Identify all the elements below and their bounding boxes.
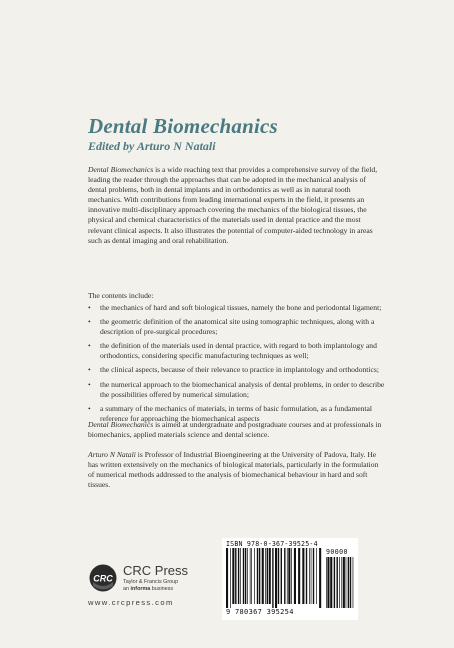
barcode-bar — [302, 548, 304, 604]
barcode-bar — [341, 557, 342, 608]
audience-paragraph — [88, 420, 386, 440]
barcode-bar — [269, 548, 271, 604]
contents-item — [88, 341, 388, 361]
barcode-bar — [288, 548, 290, 604]
audience-lead: Dental Biomechanics — [88, 420, 154, 429]
contents-item — [88, 380, 388, 400]
author-bio-paragraph — [88, 450, 386, 490]
barcode-bar — [265, 548, 266, 604]
barcode-bar — [243, 548, 244, 604]
barcode-bar — [309, 548, 310, 604]
barcode-bars-main — [226, 548, 322, 608]
barcode-bar — [327, 557, 329, 608]
barcode-addon-number: 90000 — [326, 548, 348, 556]
barcode-bars-addon — [326, 557, 354, 608]
publisher-group: Taylor & Francis Group — [123, 579, 179, 585]
contents-item — [88, 317, 388, 337]
contents-item — [88, 303, 388, 313]
barcode-bar — [313, 548, 314, 604]
book-editor: Edited by Arturo N Natali — [88, 139, 216, 153]
barcode-bar — [284, 548, 285, 604]
barcode-bar — [346, 557, 347, 608]
contents-item-text: the definition of the materials used in dental practice, with regard to both implantology and orthodontics, considering specific manufacturing techniques as well; — [100, 341, 377, 361]
barcode-bar — [259, 548, 260, 604]
barcode-bar — [247, 548, 248, 604]
author-bio-text: is Professor of Industrial Bioengineering at the University of Padova, Italy. He has written extensively on the mechanics of biological materials, particularly in the formulation of numerical methods addressed to the analysis of biomechanical behaviour in hard and soft tissues. — [88, 450, 379, 490]
barcode-bar — [245, 548, 246, 604]
barcode-bar — [298, 548, 300, 604]
barcode-bar — [262, 548, 264, 604]
description-paragraph — [88, 165, 386, 246]
description-text: is a wide reaching text that provides a comprehensive survey of the field, leading the reader through the approaches that can be adopted in the mechanical analysis of dental problems, both in dental implants and in orthodontics as well as in natural tooth mechanics. With contributions from leading international experts in the field, it presents an innovative multi-disciplinary approach covering the mechanics of the biological tissues, the physical and chemical characteristics of the materials used in dental practice and the most relevant clinical aspects. It also illustrates the potential of computer-aided technology in areas such as dental imaging and oral rehabilitation. — [88, 165, 378, 245]
description-lead: Dental Biomechanics — [88, 165, 154, 174]
bullet-icon: • — [88, 317, 91, 327]
barcode-bar — [291, 548, 292, 604]
contents-item-text: the numerical approach to the biomechanical analysis of dental problems, in order to describe the possibilities offered by numerical simulation; — [100, 379, 385, 399]
barcode-bar — [240, 548, 241, 604]
barcode-bar — [316, 548, 317, 604]
barcode-bar — [294, 548, 296, 604]
barcode-bar — [230, 548, 231, 608]
audience-text: is aimed at undergraduate and postgraduate courses and at professionals in biomechanics, applied materials science and dental science. — [88, 420, 382, 440]
barcode-bar — [226, 548, 228, 608]
barcode-bar — [238, 548, 239, 604]
barcode-bar — [257, 548, 258, 604]
bullet-icon: • — [88, 403, 91, 413]
crc-logo-icon — [88, 563, 118, 593]
barcode-bar — [251, 548, 252, 604]
barcode-bar — [337, 557, 338, 608]
author-name: Arturo N Natali — [88, 450, 136, 459]
barcode-bar — [232, 548, 234, 604]
barcode-bar — [272, 548, 273, 608]
barcode-bar — [267, 548, 268, 604]
barcode-bar — [319, 548, 321, 608]
contents-item-text: the mechanics of hard and soft biological tissues, namely the bone and periodontal ligament; — [100, 303, 382, 312]
barcode-bar — [353, 557, 354, 608]
bullet-icon: • — [88, 379, 91, 389]
barcode-bar — [343, 557, 345, 608]
barcode-bar — [348, 557, 349, 608]
ean-number: 9 780367 395254 — [226, 608, 294, 616]
contents-intro: The contents include: — [88, 291, 154, 300]
contents-item-text: the clinical aspects, because of their relevance to practice in implantology and orthodontics; — [100, 365, 379, 375]
publisher-business: an informa business — [123, 586, 174, 592]
barcode-bar — [281, 548, 282, 604]
book-title: Dental Biomechanics — [88, 114, 278, 138]
barcode-bar — [330, 557, 332, 608]
contents-item — [88, 365, 388, 375]
bullet-icon: • — [88, 303, 91, 312]
barcode-bar — [339, 557, 340, 608]
barcode-bar — [275, 548, 277, 608]
bullet-icon: • — [88, 365, 91, 375]
barcode-bar — [287, 548, 288, 604]
isbn-barcode — [222, 538, 358, 620]
contents-item-text: the geometric definition of the anatomical site using tomographic techniques, along with a description of pre-surgical procedures; — [100, 317, 375, 337]
barcode-bar — [334, 557, 335, 608]
publisher-website[interactable]: www.crcpress.com — [88, 598, 174, 607]
contents-item-text: a summary of the mechanics of materials, in terms of basic formulation, as a fundamental reference for approaching the biomechanical aspects — [100, 403, 373, 423]
bullet-icon: • — [88, 341, 91, 351]
contents-list — [88, 303, 388, 428]
barcode-bar — [278, 548, 279, 604]
barcode-bar — [350, 557, 351, 608]
publisher-name: CRC Press — [123, 563, 189, 578]
logo-letters: CRC — [93, 573, 113, 584]
barcode-bar — [306, 548, 307, 604]
isbn-number: ISBN 978-0-367-39525-4 — [226, 540, 318, 548]
barcode-bar — [254, 548, 255, 604]
barcode-bar — [250, 548, 251, 604]
barcode-bar — [311, 548, 312, 604]
barcode-bar — [235, 548, 236, 604]
barcode-bar — [326, 557, 327, 608]
